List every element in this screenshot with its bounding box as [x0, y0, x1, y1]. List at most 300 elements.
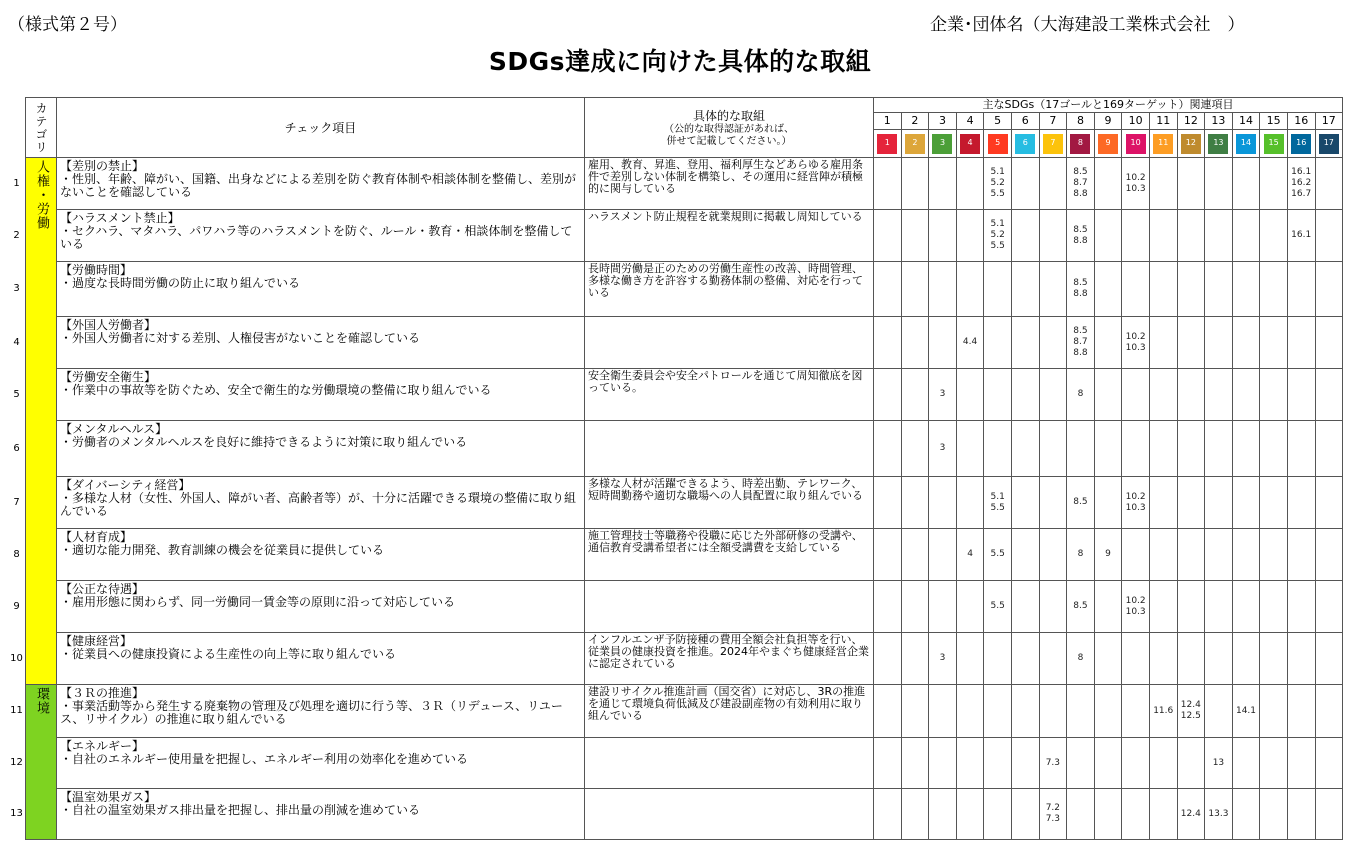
- sdg-target-cell-5: [984, 685, 1012, 738]
- sdg-target-cell-15: [1260, 421, 1288, 477]
- check-item-title: 【労働安全衛生】: [60, 370, 157, 384]
- sdg-target-cell-14: [1232, 581, 1260, 633]
- sdg-target-cell-17: [1315, 477, 1343, 529]
- sdg-target-cell-14: [1232, 477, 1260, 529]
- sdg-target-cell-8: 8.5 8.7 8.8: [1067, 317, 1095, 369]
- sdg-target-cell-2: [901, 262, 929, 317]
- sdg-target-cell-6: [1011, 262, 1039, 317]
- sdg-target-cell-17: [1315, 421, 1343, 477]
- sdg-target-cell-4: [956, 633, 984, 685]
- sdg-target-cell-14: [1232, 158, 1260, 210]
- sdg-target-cell-8: [1067, 685, 1095, 738]
- sdg-target-cell-3: [929, 477, 957, 529]
- sdg-target-cell-12: [1177, 317, 1205, 369]
- eye-globe-icon: 13: [1208, 134, 1228, 154]
- sdg-target-cell-4: [956, 789, 984, 840]
- check-item-title: 【人材育成】: [60, 530, 133, 544]
- sdg-target-cell-2: [901, 738, 929, 789]
- sdg-target-cell-12: [1177, 581, 1205, 633]
- sdg-target-cell-14: [1232, 421, 1260, 477]
- sdg-target-cell-11: [1149, 262, 1177, 317]
- sdg-target-cell-9: [1094, 369, 1122, 421]
- sdg-target-cell-8: [1067, 421, 1095, 477]
- book-icon: 4: [960, 134, 980, 154]
- sdg-target-cell-8: 8.5: [1067, 477, 1095, 529]
- tree-icon: 15: [1264, 134, 1284, 154]
- sdg-target-cell-13: [1205, 262, 1233, 317]
- sdg-target-cell-15: [1260, 581, 1288, 633]
- sdg-target-cell-5: 5.1 5.5: [984, 477, 1012, 529]
- sdg-target-cell-13: [1205, 317, 1233, 369]
- sdg-target-cell-14: [1232, 789, 1260, 840]
- sdg-target-cell-4: [956, 685, 984, 738]
- sdg-target-cell-13: [1205, 633, 1233, 685]
- goal-number-10: 10: [1122, 112, 1150, 129]
- sdg-target-cell-14: [1232, 369, 1260, 421]
- sdg-target-cell-15: [1260, 633, 1288, 685]
- sdg-target-cell-5: [984, 789, 1012, 840]
- sdg-target-cell-17: [1315, 685, 1343, 738]
- check-item-title: 【健康経営】: [60, 634, 133, 648]
- sdg-target-cell-6: [1011, 477, 1039, 529]
- sdg-target-cell-5: 5.5: [984, 529, 1012, 581]
- goal-icon-cell-16: [1287, 129, 1315, 157]
- sdg-target-cell-2: [901, 477, 929, 529]
- buildings-icon: 11: [1153, 134, 1173, 154]
- goal-number-8: 8: [1067, 112, 1095, 129]
- row-number: 13: [10, 808, 23, 819]
- sdg-target-cell-17: [1315, 158, 1343, 210]
- sdg-target-cell-11: [1149, 210, 1177, 262]
- sdg-target-cell-16: [1287, 477, 1315, 529]
- table-row: [26, 789, 1343, 840]
- row-number: 2: [13, 229, 20, 241]
- sdg-target-cell-9: [1094, 789, 1122, 840]
- sdg-target-cell-9: [1094, 738, 1122, 789]
- row-number: 7: [13, 496, 20, 508]
- sdg-target-cell-16: [1287, 581, 1315, 633]
- check-item-description: ・セクハラ、マタハラ、パワハラ等のハラスメントを防ぐ、ルール・教育・相談体制を整備している: [60, 224, 573, 251]
- sdg-target-cell-8: [1067, 738, 1095, 789]
- sdg-target-cell-7: [1039, 317, 1067, 369]
- check-item-description: ・雇用形態に関わらず、同一労働同一賃金等の原則に沿って対応している: [60, 595, 456, 609]
- goal-number-1: 1: [874, 112, 902, 129]
- check-item-description: ・労働者のメンタルヘルスを良好に維持できるように対策に取り組んでいる: [60, 435, 468, 449]
- sdg-target-cell-1: [874, 421, 902, 477]
- check-item-description: ・多様な人材（女性、外国人、障がい者、高齢者等）が、十分に活躍できる環境の整備に取り組んでいる: [60, 491, 577, 518]
- goal-number-4: 4: [956, 112, 984, 129]
- sdg-target-cell-11: [1149, 581, 1177, 633]
- sdg-target-cell-2: [901, 317, 929, 369]
- sdg-target-cell-11: [1149, 789, 1177, 840]
- sdg-target-cell-15: [1260, 158, 1288, 210]
- sdg-target-cell-1: [874, 685, 902, 738]
- goal-icon-cell-10: [1122, 129, 1150, 157]
- sdg-target-cell-5: [984, 369, 1012, 421]
- sdg-target-cell-11: [1149, 421, 1177, 477]
- table-row: [26, 477, 1343, 529]
- action-description: [585, 789, 874, 840]
- sdg-target-cell-7: [1039, 369, 1067, 421]
- goal-icon-cell-4: [956, 129, 984, 157]
- check-item-description: ・過度な長時間労働の防止に取り組んでいる: [60, 276, 301, 290]
- sdg-target-cell-9: [1094, 421, 1122, 477]
- action-description: 施工管理技士等職務や役職に応じた外部研修の受講や、通信教育受講希望者には全額受講費を支給している: [585, 529, 874, 581]
- sdg-target-cell-1: [874, 581, 902, 633]
- goal-icon-cell-11: [1149, 129, 1177, 157]
- row-number: 5: [13, 388, 20, 400]
- sdg-target-cell-6: [1011, 685, 1039, 738]
- sdg-target-cell-9: [1094, 262, 1122, 317]
- sdg-target-cell-2: [901, 158, 929, 210]
- sdg-target-cell-13: [1205, 581, 1233, 633]
- action-description: [585, 317, 874, 369]
- action-description: 多様な人材が活躍できるよう、時差出勤、テレワーク、短時間勤務や適切な職場への人員配置に取り組んでいる: [585, 477, 874, 529]
- sdg-target-cell-5: [984, 421, 1012, 477]
- sdg-target-cell-4: 4.4: [956, 317, 984, 369]
- sdg-target-cell-4: [956, 369, 984, 421]
- sdg-target-cell-1: [874, 210, 902, 262]
- goal-number-12: 12: [1177, 112, 1205, 129]
- sdg-target-cell-6: [1011, 369, 1039, 421]
- goal-icon-cell-14: [1232, 129, 1260, 157]
- goal-number-2: 2: [901, 112, 929, 129]
- sdg-target-cell-6: [1011, 317, 1039, 369]
- check-item: [57, 738, 585, 789]
- sdg-target-cell-3: [929, 581, 957, 633]
- sdg-target-cell-5: [984, 317, 1012, 369]
- check-item-title: 【公正な待遇】: [60, 582, 145, 596]
- sdg-target-cell-3: [929, 529, 957, 581]
- check-item-title: 【メンタルヘルス】: [60, 422, 168, 436]
- sdg-target-cell-1: [874, 262, 902, 317]
- sdg-target-cell-7: [1039, 421, 1067, 477]
- infinity-icon: 12: [1181, 134, 1201, 154]
- sdg-target-cell-10: [1122, 210, 1150, 262]
- table-row: [26, 210, 1343, 262]
- sdg-target-cell-9: [1094, 477, 1122, 529]
- sdg-target-cell-3: [929, 210, 957, 262]
- sdg-target-cell-16: [1287, 685, 1315, 738]
- sdg-target-cell-5: [984, 633, 1012, 685]
- goal-number-11: 11: [1149, 112, 1177, 129]
- action-description: [585, 738, 874, 789]
- sdg-target-cell-17: [1315, 738, 1343, 789]
- goal-number-16: 16: [1287, 112, 1315, 129]
- sdgs-header: 主なSDGs（17ゴールと169ターゲット）関連項目: [874, 98, 1343, 113]
- sdg-target-cell-8: [1067, 789, 1095, 840]
- action-description: 安全衛生委員会や安全パトロールを通じて周知徹底を図っている。: [585, 369, 874, 421]
- sdg-target-cell-14: [1232, 210, 1260, 262]
- sdg-target-cell-9: 9: [1094, 529, 1122, 581]
- goal-icon-cell-12: [1177, 129, 1205, 157]
- sdg-target-cell-9: [1094, 158, 1122, 210]
- sdg-target-cell-16: [1287, 262, 1315, 317]
- sdg-target-cell-17: [1315, 210, 1343, 262]
- sdg-target-cell-10: [1122, 738, 1150, 789]
- sdg-target-cell-14: [1232, 262, 1260, 317]
- sdg-target-cell-7: [1039, 529, 1067, 581]
- gender-icon: 5: [988, 134, 1008, 154]
- sdg-target-cell-13: 13: [1205, 738, 1233, 789]
- sdg-target-cell-3: [929, 317, 957, 369]
- sdg-target-cell-13: [1205, 369, 1233, 421]
- sdg-target-cell-3: 3: [929, 633, 957, 685]
- goal-icon-cell-3: [929, 129, 957, 157]
- sdg-target-cell-5: [984, 738, 1012, 789]
- sdg-target-cell-15: [1260, 738, 1288, 789]
- sdg-target-cell-16: [1287, 317, 1315, 369]
- sdg-target-cell-13: [1205, 158, 1233, 210]
- sdg-target-cell-16: 16.1 16.2 16.7: [1287, 158, 1315, 210]
- sdg-target-cell-15: [1260, 210, 1288, 262]
- check-item: [57, 581, 585, 633]
- sdg-target-cell-15: [1260, 262, 1288, 317]
- sdg-target-cell-12: [1177, 738, 1205, 789]
- sdg-target-cell-2: [901, 633, 929, 685]
- sdg-target-cell-12: [1177, 210, 1205, 262]
- check-item-description: ・自社の温室効果ガス排出量を把握し、排出量の削減を進めている: [60, 803, 421, 817]
- sdg-target-cell-3: [929, 158, 957, 210]
- goal-icon-cell-17: [1315, 129, 1343, 157]
- row-number: 12: [10, 757, 23, 768]
- sdg-target-cell-12: [1177, 633, 1205, 685]
- sdg-target-cell-16: [1287, 369, 1315, 421]
- growth-chart-icon: 8: [1070, 134, 1090, 154]
- check-item: [57, 633, 585, 685]
- sdg-target-cell-17: [1315, 581, 1343, 633]
- sdg-target-cell-9: [1094, 581, 1122, 633]
- sdg-target-cell-3: 3: [929, 369, 957, 421]
- sun-icon: 7: [1043, 134, 1063, 154]
- check-item-description: ・事業活動等から発生する廃棄物の管理及び処理を適切に行う等、３Ｒ（リデュース、リユース、リサイクル）の推進に取り組んでいる: [60, 699, 563, 726]
- action-description: 建設リサイクル推進計画（国交省）に対応し、3Rの推進を通じて環境負荷低減及び建設副産物の有効利用に取り組んでいる: [585, 685, 874, 738]
- sdg-target-cell-7: [1039, 581, 1067, 633]
- bowl-icon: 2: [905, 134, 925, 154]
- company-name: 企業･団体名（大海建設工業株式会社 ）: [930, 15, 1245, 35]
- sdg-target-cell-10: 10.2 10.3: [1122, 581, 1150, 633]
- sdg-target-cell-5: 5.5: [984, 581, 1012, 633]
- sdg-target-cell-16: [1287, 789, 1315, 840]
- sdg-target-cell-12: 12.4 12.5: [1177, 685, 1205, 738]
- sdg-target-cell-10: 10.2 10.3: [1122, 317, 1150, 369]
- goal-icon-cell-15: [1260, 129, 1288, 157]
- sdg-target-cell-8: 8: [1067, 369, 1095, 421]
- check-item: [57, 529, 585, 581]
- sdg-target-cell-12: [1177, 529, 1205, 581]
- check-item-description: ・自社のエネルギー使用量を把握し、エネルギー利用の効率化を進めている: [60, 752, 469, 766]
- sdg-target-cell-4: [956, 477, 984, 529]
- sdg-target-cell-9: [1094, 685, 1122, 738]
- sdg-target-cell-12: [1177, 421, 1205, 477]
- sdg-target-cell-17: [1315, 317, 1343, 369]
- sdg-target-cell-17: [1315, 262, 1343, 317]
- sdg-target-cell-2: [901, 369, 929, 421]
- sdg-target-cell-10: [1122, 421, 1150, 477]
- sdg-target-cell-2: [901, 529, 929, 581]
- check-item-description: ・性別、年齢、障がい、国籍、出身などによる差別を防ぐ教育体制や相談体制を整備し、差別がないことを確認している: [60, 172, 577, 199]
- sdg-target-cell-7: 7.3: [1039, 738, 1067, 789]
- sdg-target-cell-16: [1287, 421, 1315, 477]
- sdg-target-cell-1: [874, 317, 902, 369]
- sdg-target-cell-7: [1039, 477, 1067, 529]
- check-item-title: 【外国人労働者】: [60, 318, 157, 332]
- check-item: [57, 421, 585, 477]
- check-item-description: ・外国人労働者に対する差別、人権侵害がないことを確認している: [60, 331, 421, 345]
- water-drop-icon: 6: [1015, 134, 1035, 154]
- check-item-title: 【温室効果ガス】: [60, 790, 157, 804]
- sdg-target-cell-13: 13.3: [1205, 789, 1233, 840]
- sdg-target-cell-15: [1260, 477, 1288, 529]
- sdg-target-cell-1: [874, 158, 902, 210]
- sdg-target-cell-12: [1177, 477, 1205, 529]
- category-header: カテゴリ: [26, 98, 57, 158]
- sdg-target-cell-6: [1011, 633, 1039, 685]
- sdg-target-cell-8: 8.5 8.8: [1067, 210, 1095, 262]
- sdg-target-cell-2: [901, 789, 929, 840]
- fish-icon: 14: [1236, 134, 1256, 154]
- goal-icon-cell-9: [1094, 129, 1122, 157]
- category-cell: 人権・労働: [26, 158, 57, 685]
- sdg-target-cell-7: [1039, 158, 1067, 210]
- check-item-title: 【ハラスメント禁止】: [60, 211, 180, 225]
- row-number: 1: [13, 177, 20, 189]
- sdg-target-cell-4: [956, 262, 984, 317]
- sdg-target-cell-4: [956, 158, 984, 210]
- sdg-target-cell-10: [1122, 369, 1150, 421]
- sdg-target-cell-15: [1260, 317, 1288, 369]
- goal-number-5: 5: [984, 112, 1012, 129]
- sdg-target-cell-16: [1287, 738, 1315, 789]
- table-row: [26, 529, 1343, 581]
- table-row: [26, 262, 1343, 317]
- goal-icon-cell-13: [1205, 129, 1233, 157]
- sdg-target-cell-10: 10.2 10.3: [1122, 477, 1150, 529]
- sdg-target-cell-10: [1122, 789, 1150, 840]
- check-item-description: ・従業員への健康投資による生産性の向上等に取り組んでいる: [60, 647, 397, 661]
- sdg-target-cell-9: [1094, 633, 1122, 685]
- sdg-target-cell-11: [1149, 738, 1177, 789]
- check-item: [57, 477, 585, 529]
- goal-number-6: 6: [1011, 112, 1039, 129]
- sdg-target-cell-10: [1122, 262, 1150, 317]
- sdg-target-cell-6: [1011, 738, 1039, 789]
- sdg-target-cell-13: [1205, 477, 1233, 529]
- sdg-target-cell-7: 7.2 7.3: [1039, 789, 1067, 840]
- sdg-target-cell-16: [1287, 529, 1315, 581]
- sdg-target-cell-3: [929, 262, 957, 317]
- sdg-target-cell-11: [1149, 317, 1177, 369]
- action-description: インフルエンザ予防接種の費用全額会社負担等を行い、従業員の健康投資を推進。2024年やまぐち健康経営企業に認定されている: [585, 633, 874, 685]
- sdg-target-cell-11: [1149, 158, 1177, 210]
- sdg-target-cell-10: [1122, 529, 1150, 581]
- action-description: 長時間労働是正のための労働生産性の改善、時間管理、多様な働き方を許容する勤務体制の整備、対応を行っている: [585, 262, 874, 317]
- sdg-target-cell-4: [956, 581, 984, 633]
- sdg-target-cell-16: 16.1: [1287, 210, 1315, 262]
- sdg-target-cell-2: [901, 421, 929, 477]
- goal-number-14: 14: [1232, 112, 1260, 129]
- sdg-target-cell-16: [1287, 633, 1315, 685]
- sdg-target-cell-15: [1260, 529, 1288, 581]
- check-item-title: 【差別の禁止】: [60, 159, 145, 173]
- table-row: [26, 633, 1343, 685]
- sdg-target-cell-8: 8.5 8.8: [1067, 262, 1095, 317]
- table-row: [26, 369, 1343, 421]
- sdg-target-cell-6: [1011, 581, 1039, 633]
- sdg-target-cell-17: [1315, 529, 1343, 581]
- sdg-target-cell-1: [874, 369, 902, 421]
- goal-number-13: 13: [1205, 112, 1233, 129]
- sdg-target-cell-10: [1122, 685, 1150, 738]
- sdg-target-cell-9: [1094, 317, 1122, 369]
- row-number: 10: [10, 652, 23, 664]
- sdg-target-cell-1: [874, 529, 902, 581]
- sdg-target-cell-6: [1011, 529, 1039, 581]
- sdg-target-cell-8: 8.5 8.7 8.8: [1067, 158, 1095, 210]
- sdg-target-cell-8: 8: [1067, 633, 1095, 685]
- sdg-target-cell-2: [901, 685, 929, 738]
- row-number: 9: [13, 600, 20, 612]
- sdgs-table: [25, 97, 1343, 840]
- sdg-target-cell-14: [1232, 633, 1260, 685]
- sdg-target-cell-14: [1232, 529, 1260, 581]
- sdg-target-cell-1: [874, 789, 902, 840]
- sdg-target-cell-4: 4: [956, 529, 984, 581]
- sdg-target-cell-3: [929, 685, 957, 738]
- goal-icon-cell-2: [901, 129, 929, 157]
- action-description: ハラスメント防止規程を就業規則に掲載し周知している: [585, 210, 874, 262]
- sdg-target-cell-1: [874, 738, 902, 789]
- check-item-title: 【労働時間】: [60, 263, 133, 277]
- sdg-target-cell-6: [1011, 789, 1039, 840]
- sdg-target-cell-8: 8: [1067, 529, 1095, 581]
- sdg-target-cell-5: 5.1 5.2 5.5: [984, 158, 1012, 210]
- row-number: 8: [13, 548, 20, 560]
- action-description: 雇用、教育、昇進、登用、福利厚生などあらゆる雇用条件で差別しない体制を構築し、その運用に経営陣が積極的に関与している: [585, 158, 874, 210]
- sdg-target-cell-14: [1232, 738, 1260, 789]
- table-row: [26, 158, 1343, 210]
- page-title: SDGs達成に向けた具体的な取組: [488, 47, 872, 76]
- sdg-target-cell-12: [1177, 158, 1205, 210]
- goal-icon-cell-6: [1011, 129, 1039, 157]
- people-icon: 1: [877, 134, 897, 154]
- sdg-target-cell-15: [1260, 369, 1288, 421]
- check-item-description: ・作業中の事故等を防ぐため、安全で衛生的な労働環境の整備に取り組んでいる: [60, 383, 492, 397]
- sdg-target-cell-14: [1232, 317, 1260, 369]
- action-header: 具体的な取組 （公的な取得認証があれば、 併せて記載してください。）: [585, 98, 874, 158]
- goal-number-17: 17: [1315, 112, 1343, 129]
- action-description: [585, 581, 874, 633]
- sdg-target-cell-12: [1177, 369, 1205, 421]
- goal-number-15: 15: [1260, 112, 1288, 129]
- sdg-target-cell-7: [1039, 685, 1067, 738]
- sdg-target-cell-11: [1149, 529, 1177, 581]
- row-number: 4: [13, 336, 20, 348]
- sdg-target-cell-13: [1205, 421, 1233, 477]
- sdg-target-cell-13: [1205, 210, 1233, 262]
- rings-icon: 17: [1319, 134, 1339, 154]
- sdg-target-cell-6: [1011, 421, 1039, 477]
- goal-icon-cell-8: [1067, 129, 1095, 157]
- sdg-target-cell-2: [901, 581, 929, 633]
- check-item: [57, 210, 585, 262]
- category-cell: 環境: [26, 685, 57, 840]
- sdg-target-cell-5: [984, 262, 1012, 317]
- check-item: [57, 789, 585, 840]
- check-item: [57, 369, 585, 421]
- sdg-target-cell-17: [1315, 369, 1343, 421]
- table-row: [26, 738, 1343, 789]
